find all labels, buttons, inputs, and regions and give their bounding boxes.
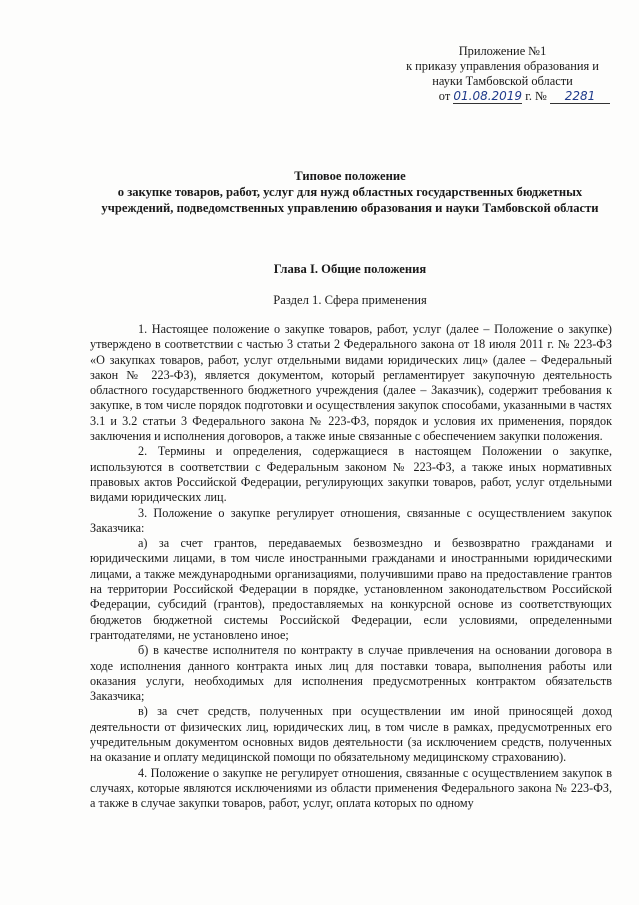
paragraph-3b: б) в качестве исполнителя по контракту в случае привлечения на основании договора в ходе исполнения данного контракта иных лиц для поставки товара, выполнения работы или оказания услуги, необходимых для исполнения предусмотренных контрактом обязательств Заказчика;	[90, 643, 612, 704]
paragraph-3a: а) за счет грантов, передаваемых безвозмездно и безвозвратно гражданами и юридическими лицами, в том числе иностранными гражданами и иностранными юридическими лицами, а также международными организациями, получившими право на предоставление грантов на территории Российской Федерации в порядке, установленном законодательством Российской Федерации, субсидий (грантов), предоставляемых на конкурсной основе из соответствующих бюджетов бюджетной системы Российской Федерации, если условиями, определенными грантодателями, не установлено иное;	[90, 536, 612, 642]
appendix-date-number	[395, 89, 610, 104]
date-prefix: от	[438, 89, 451, 103]
paragraph-3c: в) за счет средств, полученных при осуществлении им иной приносящей доход деятельности от физических лиц, юридических лиц, в том числе в рамках, предусмотренных его учредительным документом основных видов деятельности (за исключением средств, полученных на оказание и оплату медицинской помощи по обязательному медицинскому страхованию).	[90, 704, 612, 765]
section-heading: Раздел 1. Сфера применения	[273, 293, 427, 307]
number-handwritten: 2281	[550, 89, 610, 104]
appendix-order-ref: к приказу управления образования и	[406, 59, 599, 73]
title-line-1: Типовое положение	[294, 169, 406, 183]
paragraph-1: 1. Настоящее положение о закупке товаров, работ, услуг (далее – Положение о закупке) утверждено в соответствии с частью 3 статьи 2 Федерального закона от 18 июля 2011 г. № 223-ФЗ «О закупках товаров, работ, услуг отдельными видами юридических лиц» (далее – Федеральный закон № 223-ФЗ), является документом, который регламентирует закупочную деятельность областного государственного бюджетного учреждения (далее – Заказчик), содержит требования к закупке, в том числе порядок подготовки и осуществления закупок способами, указанными в частях 3.1 и 3.2 статьи 3 Федерального закона № 223-ФЗ, порядок и условия их применения, порядок заключения и исполнения договоров, а также иные связанные с обеспечением закупки положения.	[90, 322, 613, 444]
appendix-title: Приложение №1	[458, 44, 547, 58]
appendix-header	[395, 44, 610, 104]
chapter-heading: Глава I. Общие положения	[273, 262, 427, 276]
document-body	[90, 322, 612, 812]
date-handwritten: 01.08.2019	[453, 89, 523, 103]
document-title	[90, 168, 610, 216]
paragraph-2: 2. Термины и определения, содержащиеся в настоящем Положении о закупке, используются в соответствии с Федеральным законом № 223-ФЗ, а также иных нормативных правовых актов Российской Федерации, регулирующих закупки товаров, работ, услуг отдельными видами юридических лиц.	[90, 444, 612, 505]
appendix-authority: науки Тамбовской области	[432, 74, 573, 88]
title-line-2: о закупке товаров, работ, услуг для нужд областных государственных бюджетных учреждений, подведомственных управлению образования и науки Тамбовской области	[101, 185, 599, 215]
paragraph-4: 4. Положение о закупке не регулирует отношения, связанные с осуществлением закупок в случаях, которые являются исключениями из области применения Федерального закона № 223-ФЗ, а также в случае закупки товаров, работ, услуг, оплата которых по одному	[90, 765, 612, 811]
paragraph-3: 3. Положение о закупке регулирует отношения, связанные с осуществлением закупок Заказчика:	[90, 505, 612, 535]
number-prefix: г. №	[525, 89, 547, 103]
